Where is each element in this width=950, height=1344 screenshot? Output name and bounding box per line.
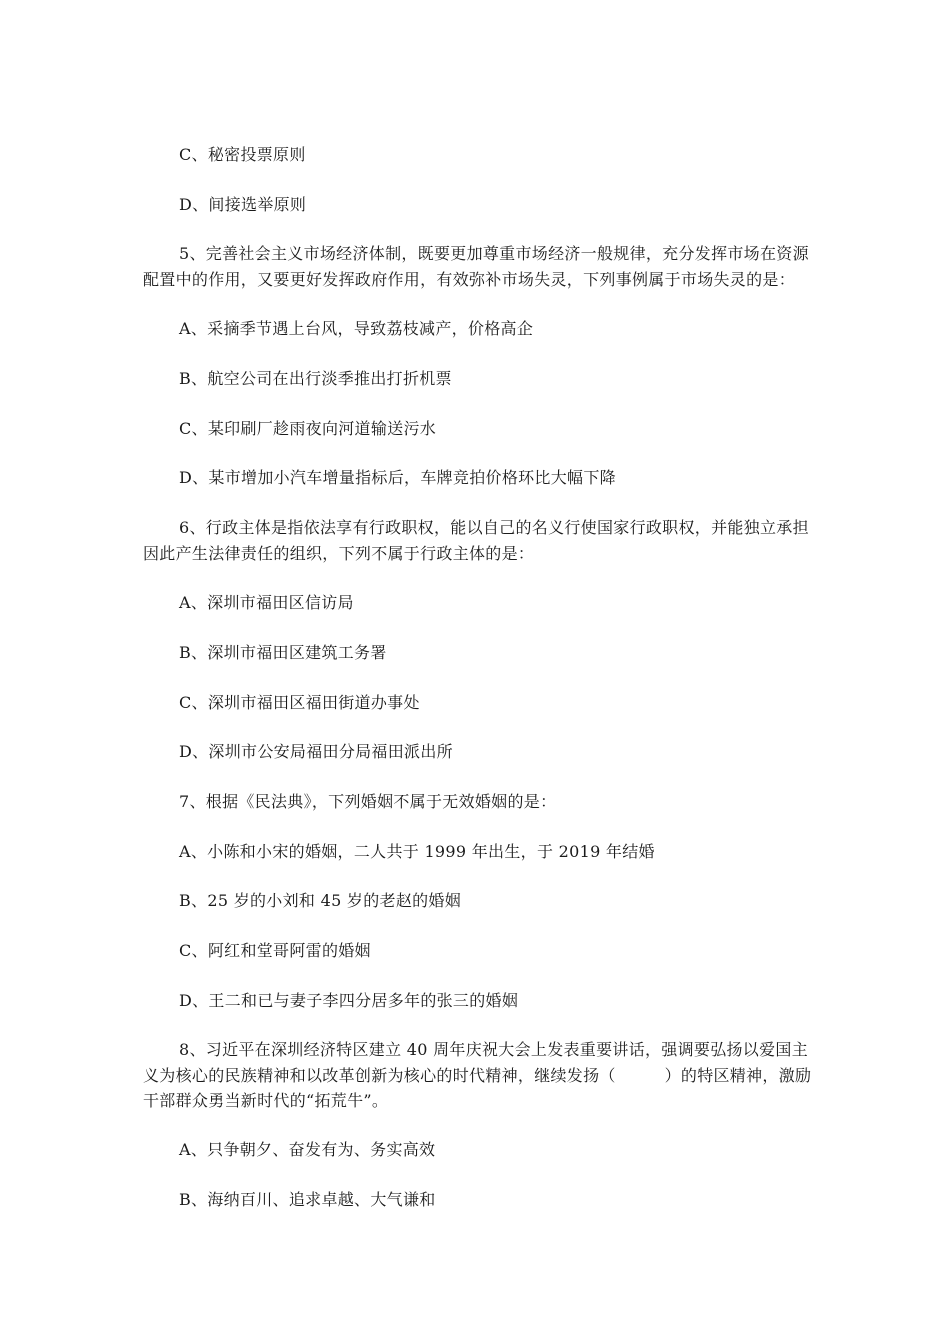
q8-stem-line-1: 8、习近平在深圳经济特区建立 40 周年庆祝大会上发表重要讲话，强调要弘扬以爱国主: [179, 1040, 809, 1059]
q8-stem-line-2: 义为核心的民族精神和以改革创新为核心的时代精神，继续发扬（ ）的特区精神，激励: [143, 1066, 812, 1085]
q7-option-a: A、小陈和小宋的婚姻，二人共于 1999 年出生，于 2019 年结婚: [179, 842, 655, 861]
q7-option-b: B、25 岁的小刘和 45 岁的老赵的婚姻: [179, 891, 462, 910]
q5-option-d: D、某市增加小汽车增量指标后，车牌竞拍价格环比大幅下降: [179, 468, 616, 487]
q8-option-b: B、海纳百川、追求卓越、大气谦和: [179, 1190, 436, 1209]
q8-option-a: A、只争朝夕、奋发有为、务实高效: [179, 1140, 436, 1159]
q4-option-c: C、秘密投票原则: [179, 145, 306, 164]
q5-option-c: C、某印刷厂趁雨夜向河道输送污水: [179, 419, 437, 438]
q5-option-a: A、采摘季节遇上台风，导致荔枝减产，价格高企: [179, 319, 534, 338]
q4-option-d: D、间接选举原则: [179, 195, 307, 214]
q5-stem-line-1: 5、完善社会主义市场经济体制，既要更加尊重市场经济一般规律，充分发挥市场在资源: [179, 244, 809, 263]
q7-option-d: D、王二和已与妻子李四分居多年的张三的婚姻: [179, 991, 519, 1010]
q7-option-c: C、阿红和堂哥阿雷的婚姻: [179, 941, 371, 960]
q6-option-c: C、深圳市福田区福田街道办事处: [179, 693, 420, 712]
q6-stem-line-2: 因此产生法律责任的组织，下列不属于行政主体的是：: [143, 544, 535, 563]
q7-stem: 7、根据《民法典》，下列婚姻不属于无效婚姻的是：: [179, 792, 557, 811]
q6-option-a: A、深圳市福田区信访局: [179, 593, 354, 612]
q6-option-b: B、深圳市福田区建筑工务署: [179, 643, 387, 662]
q6-option-d: D、深圳市公安局福田分局福田派出所: [179, 742, 453, 761]
q5-option-b: B、航空公司在出行淡季推出打折机票: [179, 369, 452, 388]
q8-stem-line-3: 干部群众勇当新时代的“拓荒牛”。: [143, 1091, 389, 1110]
q6-stem-line-1: 6、行政主体是指依法享有行政职权，能以自己的名义行使国家行政职权，并能独立承担: [179, 518, 809, 537]
q5-stem-line-2: 配置中的作用，又要更好发挥政府作用，有效弥补市场失灵，下列事例属于市场失灵的是：: [143, 270, 796, 289]
